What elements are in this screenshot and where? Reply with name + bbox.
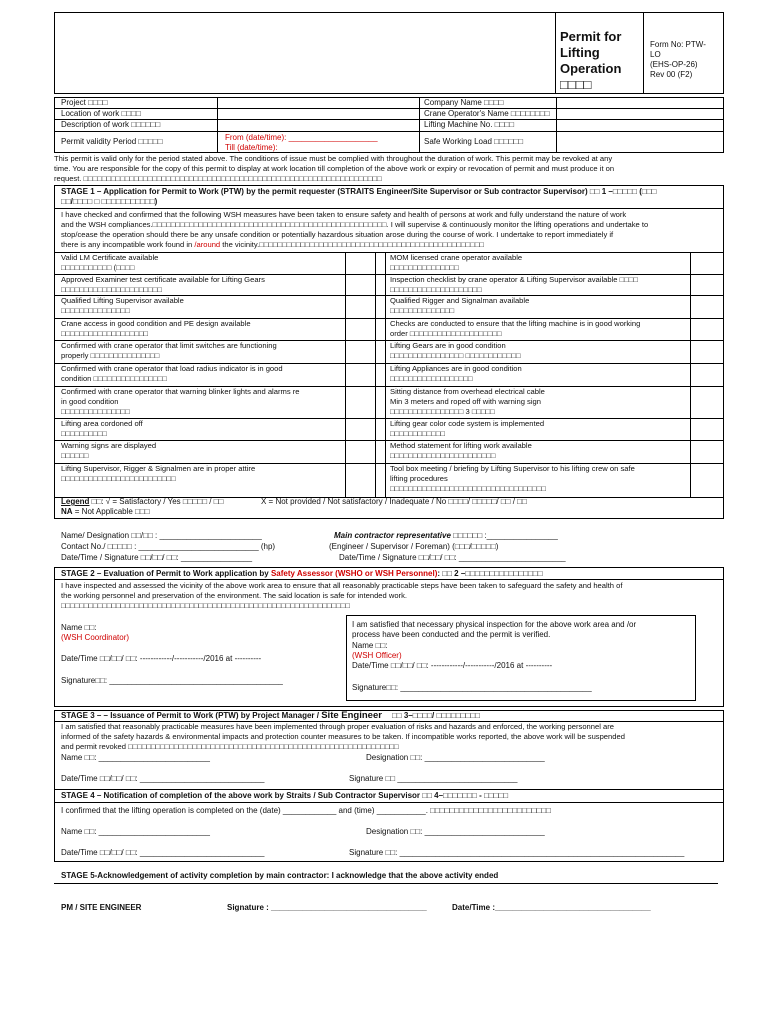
stage2-datetime[interactable]: Date/Time □□/□□/ □□: ------------/-----------/2016 at ---------- [61,654,262,663]
stage3-l2: informed of the safety hazards & environmental impacts and protection counter measures to be taken. If incompatible works reported, the above work will be suspended [61,732,625,741]
right-item-text: □□□□□□□□□□□□□□□ [390,263,459,272]
left-item-text: □□□□□□□□□□□□□□□□□□□□□□ [61,285,162,294]
left-answer-box[interactable] [346,441,375,463]
stage1-decl-l1: I have checked and confirmed that the following WSH measures have been taken to ensure safety and health of persons at work and fully understand the nature of work [61,210,627,219]
wsh-coordinator: (WSH Coordinator) [61,633,130,642]
stage1-decl-l4 [61,240,484,250]
decl-l4-a: there is any incompatible work found in [61,240,195,249]
right-item-text: □□□□□□□□□□□□□□ [390,306,455,315]
right-item-text: □□□□□□□□□□□□□□□□ □□□□□□□□□□□□ [390,351,521,360]
intro-line-2: time. You are responsible for the copy of this permit to display at work location till completion of the above work or expiry or revocation of permit and must produce it on [54,164,615,173]
right-answer-box[interactable] [691,464,724,497]
stage1-title-l1: STAGE 1 – Application for Permit to Work (PTW) by the permit requester (STRAITS Engineer/Site Supervisor or Sub contractor Supervisor) □□ 1 –□□□□□ (□□□ [61,187,657,196]
stage3-name[interactable]: Name □□: _________________________ [61,753,210,762]
officer-signature[interactable]: Signature□□: ___________________________________________ [352,683,592,692]
right-answer-box[interactable] [691,419,724,440]
right-item-text: Lifting gear color code system is implemented [390,419,545,428]
left-item-text: □□□□□□□□□□ [61,429,107,438]
right-item-text: Tool box meeting / briefing by Lifting Supervisor to his lifting crew on safe [390,464,635,473]
stage3-datetime[interactable]: Date/Time □□/□□/ □□: ____________________________ [61,774,265,783]
description-label: Description of work □□□□□□ [61,120,161,129]
right-item-text: □□□□□□□□□□□□ [390,429,446,438]
title-line-1: Permit for [560,29,622,44]
form-no-l4: Rev 00 (F2) [650,70,693,79]
stage3-l3: and permit revoked □□□□□□□□□□□□□□□□□□□□□□□□□□□□□□□□□□□□□□□□□□□□□□□□□□□□□□□□□□□ [61,742,399,751]
decl-l4-around: /around [194,240,221,249]
left-answer-box[interactable] [346,341,375,363]
left-item-text: □□□□□□□□□□□□□□□ [61,407,130,416]
title-line-3: Operation [560,61,622,76]
officer-text-l1: I am satisfied that necessary physical inspection for the above work area and /or [352,620,637,629]
mcr-date-sig[interactable]: Date/Time / Signature □□/□□/ □□: ________________________ [339,553,566,562]
right-answer-box[interactable] [691,441,724,463]
left-item-text: Qualified Lifting Supervisor available [61,296,184,305]
right-item-text: order □□□□□□□□□□□□□□□□□□□□ [390,329,502,338]
left-item-text: Lifting Supervisor, Rigger & Signalmen are in proper attire [61,464,256,473]
intro-line-1: This permit is valid only for the period stated above. The conditions of issue must be complied with throughout the duration of work. This permit may be revoked at any [54,154,613,163]
stage5-title: STAGE 5-Acknowledgement of activity completion by main contractor: I acknowledge that the above activity ended [61,871,499,880]
left-answer-box[interactable] [346,253,375,274]
left-answer-box[interactable] [346,364,375,386]
right-answer-box[interactable] [691,364,724,386]
legend-x: X = Not provided / Not satisfactory / Inadequate / No □□□□/ □□□□□/ □□ / □□ [261,497,527,506]
stage4-name[interactable]: Name □□: _________________________ [61,827,210,836]
stage2-title-a: STAGE 2 – Evaluation of Permit to Work application by [61,569,271,578]
left-item-text: properly □□□□□□□□□□□□□□□ [61,351,160,360]
left-answer-box[interactable] [346,419,375,440]
stage3-title [61,711,480,721]
left-item-text: Valid LM Certificate available [61,253,159,262]
right-item-text: Lifting Gears are in good condition [390,341,506,350]
requester-contact[interactable]: Contact No./ □□□□□ : ___________________________ (hp) [61,542,276,551]
legend-na-text: = Not Applicable □□□ [72,507,150,516]
left-item-text: in good condition [61,397,119,406]
decl-l4-c: the vicinity.□□□□□□□□□□□□□□□□□□□□□□□□□□□□□□□□□□□□□□□□□□□□□□□□□ [220,240,485,249]
right-item-text: Qualified Rigger and Signalman available [390,296,530,305]
right-item-text: Checks are conducted to ensure that the lifting machine is in good working [390,319,641,328]
form-no-l1: Form No: PTW- [650,40,706,49]
right-answer-box[interactable] [691,296,724,318]
form-no-l2: LO [650,50,661,59]
left-item-text: □□□□□□ [61,451,89,460]
right-item-text: □□□□□□□□□□□□□□□□□□□□ [390,285,482,294]
stage2-title [61,569,543,579]
stage4-designation[interactable]: Designation □□: ___________________________ [366,827,545,836]
officer-datetime[interactable]: Date/Time □□/□□/ □□: ------------/-----------/2016 at ---------- [352,661,553,670]
stage3-designation[interactable]: Designation □□: ___________________________ [366,753,545,762]
left-item-text: Confirmed with crane operator that load radius indicator is in good [61,364,283,373]
stage4-signature[interactable]: Signature □□: ________________________________________________________________ [349,848,685,857]
location-label: Location of work □□□□ [61,109,141,118]
legend-na: NA [61,507,73,516]
swl-label: Safe Working Load □□□□□□ [424,137,524,146]
right-item-text: □□□□□□□□□□□□□□□□ 3 □□□□□ [390,407,495,416]
mcr-blank[interactable]: □□□□□□ :________________ [450,531,558,540]
form-no-l3: (EHS-OP-26) [650,60,698,69]
stage3-l1: I am satisfied that reasonably practicable measures have been implemented through proper evaluation of risks and hazards and enforced, the working personnel are [61,722,614,731]
left-item-text: Warning signs are displayed [61,441,157,450]
right-answer-box[interactable] [691,275,724,295]
stage4-datetime[interactable]: Date/Time □□/□□/ □□: ____________________________ [61,848,265,857]
right-item-text: Min 3 meters and roped off with warning sign [390,397,541,406]
left-answer-box[interactable] [346,387,375,418]
left-item-text: □□□□□□□□□□□□□□□ [61,306,130,315]
right-item-text: □□□□□□□□□□□□□□□□□□□□□□□ [390,451,496,460]
stage5-signature[interactable]: Signature : ___________________________________ [227,903,427,912]
right-item-text: Method statement for lifting work available [390,441,532,450]
stage3-title-b: Site Engineer [321,710,382,721]
stage1-decl-l2: and the WSH compliances.□□□□□□□□□□□□□□□□□□□□□□□□□□□□□□□□□□□□□□□□□□□□□□□□□□□. I will supervise & continuously monitor the lifting operations and undertake to [61,220,649,229]
stage2-desc-l3: □□□□□□□□□□□□□□□□□□□□□□□□□□□□□□□□□□□□□□□□□□□□□□□□□□□□□□□□□□□□□□□ [61,601,350,610]
validity-label: Permit validity Period □□□□□ [61,137,163,146]
right-item-text: Lifting Appliances are in good condition [390,364,522,373]
left-answer-box[interactable] [346,319,375,340]
requester-name[interactable]: Name/ Designation □□/□□ : _______________________ [61,531,262,540]
stage1-title-l2: □□/□□□□ □ □□□□□□□□□□□) [61,197,158,206]
main-contractor-line [334,531,558,541]
right-answer-box[interactable] [691,319,724,340]
right-answer-box[interactable] [691,253,724,274]
project-label: Project □□□□ [61,98,108,107]
stage5-pm: PM / SITE ENGINEER [61,903,142,912]
stage5-datetime[interactable]: Date/Time :___________________________________ [452,903,651,912]
right-item-text: □□□□□□□□□□□□□□□□□□□□□□□□□□□□□□□□□□ [390,484,546,493]
title-line-2: Lifting [560,45,600,60]
officer-text-l2: process have been conducted and the permit is verified. [352,630,551,639]
wsh-officer: (WSH Officer) [352,651,402,660]
left-item-text: Confirmed with crane operator that warning blinker lights and alarms re [61,387,300,396]
crane-operator-label: Crane Operator's Name □□□□□□□□ [424,109,550,118]
stage2-desc-l1: I have inspected and assessed the vicinity of the above work area to ensure that all reasonably practicable steps have been taken to safeguard the safety and health of [61,581,623,590]
mcr-label: Main contractor representative [334,531,451,540]
header-logo-box [54,12,556,94]
intro-line-3: request. □□□□□□□□□□□□□□□□□□□□□□□□□□□□□□□□□□□□□□□□□□□□□□□□□□□□□□□□□□□□□□□□□ [54,174,382,183]
stage2-signature[interactable]: Signature□□: _______________________________________ [61,676,283,685]
right-item-text: Sitting distance from overhead electrical cable [390,387,545,396]
from-date[interactable]: From (date/time): ____________________ [225,133,378,142]
stage3-signature[interactable]: Signature □□ ___________________________ [349,774,518,783]
stage3-title-a: STAGE 3 – – Issuance of Permit to Work (PTW) by Project Manager / [61,711,322,720]
right-answer-box[interactable] [691,387,724,418]
stage2-title-c: : □□ 2 –□□□□□□□□□□□□□□□□ [437,569,543,578]
right-item-text: Inspection checklist by crane operator & Lifting Supervisor available □□□□ [390,275,638,284]
right-item-text: lifting procedures [390,474,448,483]
left-item-text: condition □□□□□□□□□□□□□□□□ [61,374,167,383]
left-item-text: Confirmed with crane operator that limit switches are functioning [61,341,277,350]
requester-date-sig[interactable]: Date/Time / Signature □□/□□/ □□: ________________ [61,553,253,562]
stage2-title-b: Safety Assessor (WSHO or WSH Personnel) [270,569,438,578]
checklist-col-divider [385,252,386,497]
left-answer-box[interactable] [346,464,375,497]
stage4-confirm[interactable]: I confirmed that the lifting operation is completed on the (date) ____________ and (time) ___________. □□□□□□□□□□□□□□□□□□□□□□□□□ [61,806,551,815]
stage2-name[interactable]: Name □□: [61,623,97,632]
legend-label: Legend [61,497,90,506]
mcr-role: (Engineer / Supervisor / Foreman) (□□□/□□□□□) [329,542,499,551]
stage4-title: STAGE 4 – Notification of completion of the above work by Straits / Sub Contractor Supervisor □□ 4–□□□□□□□ - □□□□□ [61,791,509,800]
left-item-text: □□□□□□□□□□□□□□□□□□□ [61,329,149,338]
stage3-title-c: □□ 3–□□□□/ □□□□□□□□□ [391,711,480,720]
legend-yes: □□: √ = Satisfactory / Yes □□□□□ / □□ [89,497,224,506]
right-answer-box[interactable] [691,341,724,363]
left-answer-box[interactable] [346,296,375,318]
stage2-desc-l2: the working personnel and preservation of the environment. The said location is safe for intended work. [61,591,407,600]
left-item-text: □□□□□□□□□□□□□□□□□□□□□□□□□ [61,474,176,483]
till-date[interactable]: Till (date/time): [225,143,278,152]
left-item-text: Crane access in good condition and PE design available [61,319,251,328]
title-line-cn: □□□□ [560,77,592,92]
machine-no-label: Lifting Machine No. □□□□ [424,120,515,129]
stage1-decl-l3: stop/cease the operation should there be any unsafe condition or potentially hazardous situation arose during the course of work. I undertake to report immediately if [61,230,614,239]
right-item-text: □□□□□□□□□□□□□□□□□□ [390,374,473,383]
legend-na-line [61,507,150,517]
left-answer-box[interactable] [346,275,375,295]
company-label: Company Name □□□□ [424,98,504,107]
legend-line [61,497,223,507]
checklist-col-divider [375,252,376,497]
officer-name[interactable]: Name □□: [352,641,388,650]
checklist-row-divider [54,418,724,419]
left-item-text: □□□□□□□□□□□ (□□□□ [61,263,135,272]
left-item-text: Lifting area cordoned off [61,419,143,428]
left-item-text: Approved Examiner test certificate available for Lifting Gears [61,275,265,284]
right-item-text: MOM licensed crane operator available [390,253,523,262]
